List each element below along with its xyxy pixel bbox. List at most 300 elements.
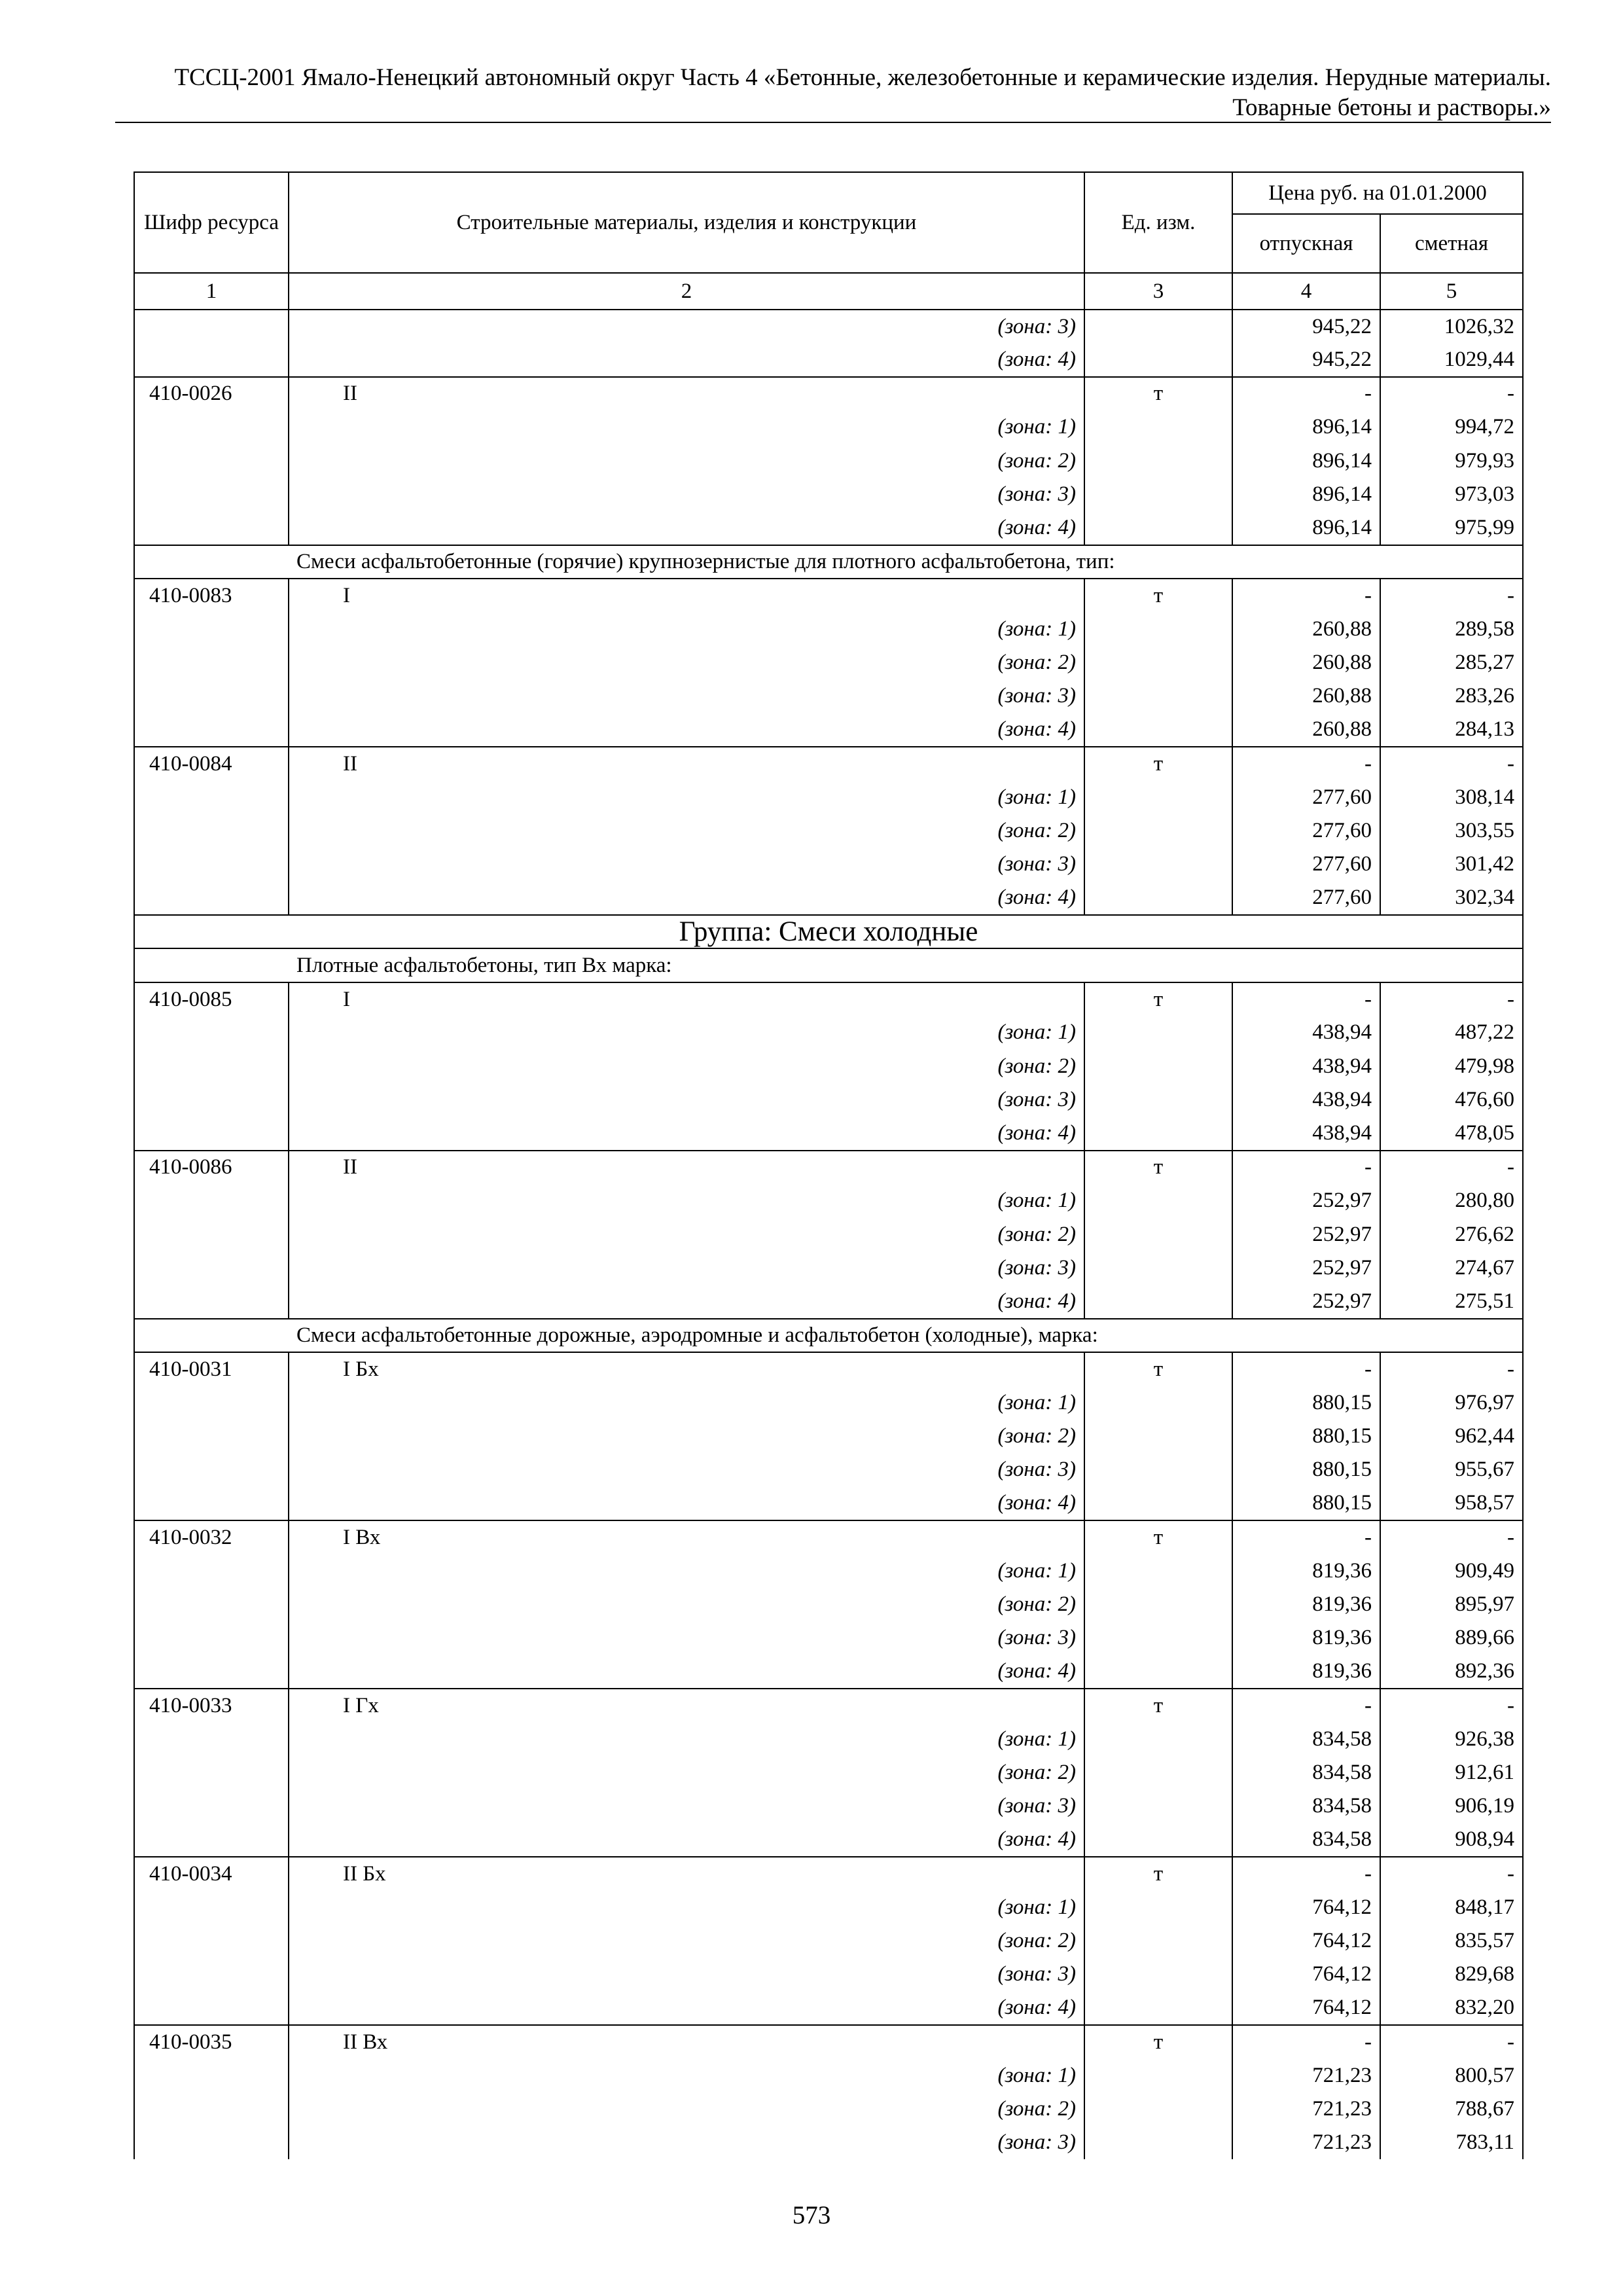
zone-label: (зона: 2) [289, 444, 1084, 478]
unit-cell [1084, 478, 1232, 511]
zone-label: (зона: 4) [289, 882, 1084, 915]
unit-cell [1084, 1789, 1232, 1823]
unit-cell: т [1084, 377, 1232, 410]
code-cell [134, 1554, 289, 1587]
estimate-price: 289,58 [1380, 613, 1523, 646]
estimate-price: 308,14 [1380, 780, 1523, 814]
estimate-price: 962,44 [1380, 1420, 1523, 1453]
code-cell [134, 1386, 289, 1420]
unit-cell: т [1084, 1352, 1232, 1386]
resource-code: 410-0085 [134, 982, 289, 1016]
estimate-price: 975,99 [1380, 511, 1523, 545]
estimate-price: 1029,44 [1380, 343, 1523, 376]
code-cell [134, 1588, 289, 1621]
release-price: 834,58 [1232, 1789, 1380, 1823]
estimate-price: 848,17 [1380, 1890, 1523, 1924]
estimate-price: 800,57 [1380, 2058, 1523, 2092]
zone-label: (зона: 3) [289, 1621, 1084, 1655]
unit-cell [1084, 1016, 1232, 1049]
zone-label: (зона: 4) [289, 1823, 1084, 1857]
release-price: - [1232, 1857, 1380, 1890]
zone-row [134, 1016, 1523, 1049]
release-price: - [1232, 2025, 1380, 2058]
zone-row [134, 1621, 1523, 1655]
unit-cell [1084, 1453, 1232, 1486]
estimate-price: 892,36 [1380, 1655, 1523, 1689]
unit-cell [1084, 1218, 1232, 1251]
code-cell [134, 1251, 289, 1285]
item-row [134, 982, 1523, 1016]
unit-cell [1084, 1083, 1232, 1117]
unit-cell [1084, 1890, 1232, 1924]
unit-cell [1084, 1117, 1232, 1150]
code-cell [134, 1083, 289, 1117]
unit-cell [1084, 613, 1232, 646]
code-cell [134, 1823, 289, 1857]
zone-row [134, 679, 1523, 713]
release-price: 819,36 [1232, 1588, 1380, 1621]
release-price: - [1232, 1520, 1380, 1554]
release-price: 945,22 [1232, 310, 1380, 343]
estimate-price: 926,38 [1380, 1722, 1523, 1755]
zone-row [134, 1184, 1523, 1217]
release-price: - [1232, 1151, 1380, 1184]
code-cell [134, 679, 289, 713]
header-estimate-price: сметная [1380, 214, 1523, 273]
zone-row [134, 1386, 1523, 1420]
estimate-price: 284,13 [1380, 713, 1523, 747]
section-row [134, 948, 1523, 982]
release-price: 277,60 [1232, 882, 1380, 915]
running-header-line-2: Товарные бетоны и растворы.» [1232, 94, 1551, 121]
estimate-price: 832,20 [1380, 1992, 1523, 2025]
zone-row [134, 1218, 1523, 1251]
resource-code: 410-0086 [134, 1151, 289, 1184]
estimate-price: 895,97 [1380, 1588, 1523, 1621]
code-cell [134, 444, 289, 478]
item-row [134, 377, 1523, 410]
estimate-price: - [1380, 1520, 1523, 1554]
estimate-price: - [1380, 1857, 1523, 1890]
item-name: I [289, 982, 1084, 1016]
table-body [134, 310, 1523, 2159]
code-cell [134, 1117, 289, 1150]
zone-label: (зона: 1) [289, 2058, 1084, 2092]
zone-row [134, 1285, 1523, 1318]
estimate-price: - [1380, 2025, 1523, 2058]
zone-label: (зона: 4) [289, 1992, 1084, 2025]
release-price: 880,15 [1232, 1420, 1380, 1453]
estimate-price: 301,42 [1380, 848, 1523, 881]
unit-cell [1084, 343, 1232, 376]
item-name: I Вх [289, 1520, 1084, 1554]
item-row [134, 1857, 1523, 1890]
zone-label: (зона: 2) [289, 1218, 1084, 1251]
zone-row [134, 1789, 1523, 1823]
unit-cell [1084, 2058, 1232, 2092]
estimate-price: 478,05 [1380, 1117, 1523, 1150]
column-number-1: 1 [134, 273, 289, 310]
resource-code: 410-0033 [134, 1689, 289, 1722]
unit-cell [1084, 713, 1232, 747]
unit-cell: т [1084, 1689, 1232, 1722]
header-unit: Ед. изм. [1084, 172, 1232, 273]
code-cell [134, 2126, 289, 2159]
release-price: 260,88 [1232, 713, 1380, 747]
item-row [134, 747, 1523, 780]
code-cell [134, 1184, 289, 1217]
code-cell [134, 613, 289, 646]
release-price: 252,97 [1232, 1251, 1380, 1285]
zone-row [134, 613, 1523, 646]
item-name: I [289, 579, 1084, 612]
column-number-2: 2 [289, 273, 1084, 310]
unit-cell [1084, 882, 1232, 915]
zone-row [134, 1722, 1523, 1755]
code-cell [134, 948, 289, 982]
zone-label: (зона: 2) [289, 1756, 1084, 1789]
estimate-price: 906,19 [1380, 1789, 1523, 1823]
estimate-price: - [1380, 1352, 1523, 1386]
zone-label: (зона: 3) [289, 1083, 1084, 1117]
estimate-price: 476,60 [1380, 1083, 1523, 1117]
zone-label: (зона: 1) [289, 1722, 1084, 1755]
unit-cell [1084, 1722, 1232, 1755]
zone-row [134, 713, 1523, 747]
zone-row [134, 343, 1523, 376]
zone-label: (зона: 3) [289, 679, 1084, 713]
unit-cell [1084, 511, 1232, 545]
release-price: 764,12 [1232, 1924, 1380, 1958]
zone-label: (зона: 3) [289, 1251, 1084, 1285]
zone-row [134, 2126, 1523, 2159]
zone-row [134, 310, 1523, 343]
release-price: 252,97 [1232, 1218, 1380, 1251]
resource-code: 410-0031 [134, 1352, 289, 1386]
resource-code: 410-0083 [134, 579, 289, 612]
code-cell [134, 713, 289, 747]
code-cell [134, 545, 289, 579]
item-name: II Бх [289, 1857, 1084, 1890]
zone-row [134, 1588, 1523, 1621]
header-code: Шифр ресурса [134, 172, 289, 273]
release-price: 721,23 [1232, 2058, 1380, 2092]
unit-cell [1084, 1958, 1232, 1991]
unit-cell [1084, 1992, 1232, 2025]
release-price: - [1232, 377, 1380, 410]
zone-label: (зона: 2) [289, 1924, 1084, 1958]
estimate-price: - [1380, 579, 1523, 612]
unit-cell [1084, 1487, 1232, 1520]
estimate-price: 479,98 [1380, 1050, 1523, 1083]
release-price: 880,15 [1232, 1386, 1380, 1420]
resource-code: 410-0034 [134, 1857, 289, 1890]
estimate-price: 958,57 [1380, 1487, 1523, 1520]
zone-row [134, 511, 1523, 545]
unit-cell: т [1084, 1857, 1232, 1890]
item-name: I Бх [289, 1352, 1084, 1386]
unit-cell [1084, 848, 1232, 881]
zone-row [134, 1655, 1523, 1689]
estimate-price: 487,22 [1380, 1016, 1523, 1049]
code-cell [134, 310, 289, 343]
code-cell [134, 646, 289, 679]
item-row [134, 1520, 1523, 1554]
estimate-price: 276,62 [1380, 1218, 1523, 1251]
unit-cell [1084, 1554, 1232, 1587]
header-release-price: отпускная [1232, 214, 1380, 273]
zone-label: (зона: 4) [289, 511, 1084, 545]
release-price: 721,23 [1232, 2092, 1380, 2126]
resource-code: 410-0032 [134, 1520, 289, 1554]
unit-cell [1084, 310, 1232, 343]
resource-code: 410-0026 [134, 377, 289, 410]
running-header [115, 63, 1551, 123]
release-price: 896,14 [1232, 511, 1380, 545]
estimate-price: 829,68 [1380, 1958, 1523, 1991]
unit-cell [1084, 646, 1232, 679]
code-cell [134, 2058, 289, 2092]
release-price: 880,15 [1232, 1487, 1380, 1520]
item-name: II [289, 747, 1084, 780]
item-name: II [289, 1151, 1084, 1184]
zone-label: (зона: 2) [289, 2092, 1084, 2126]
table-header [134, 172, 1523, 310]
unit-cell [1084, 1050, 1232, 1083]
zone-label: (зона: 1) [289, 1386, 1084, 1420]
zone-label: (зона: 2) [289, 1050, 1084, 1083]
unit-cell [1084, 2126, 1232, 2159]
zone-row [134, 1453, 1523, 1486]
zone-row [134, 1756, 1523, 1789]
code-cell [134, 410, 289, 444]
release-price: 438,94 [1232, 1117, 1380, 1150]
code-cell [134, 1722, 289, 1755]
section-row [134, 1319, 1523, 1352]
resource-code: 410-0035 [134, 2025, 289, 2058]
zone-label: (зона: 3) [289, 1958, 1084, 1991]
section-row [134, 545, 1523, 579]
zone-label: (зона: 4) [289, 1487, 1084, 1520]
zone-row [134, 1554, 1523, 1587]
unit-cell [1084, 1251, 1232, 1285]
code-cell [134, 1285, 289, 1318]
item-row [134, 1689, 1523, 1722]
unit-cell: т [1084, 579, 1232, 612]
zone-row [134, 410, 1523, 444]
release-price: 896,14 [1232, 410, 1380, 444]
zone-label: (зона: 1) [289, 1184, 1084, 1217]
zone-label: (зона: 1) [289, 1554, 1084, 1587]
release-price: 819,36 [1232, 1554, 1380, 1587]
zone-row [134, 882, 1523, 915]
zone-row [134, 1958, 1523, 1991]
zone-label: (зона: 1) [289, 1016, 1084, 1049]
unit-cell [1084, 2092, 1232, 2126]
estimate-price: 283,26 [1380, 679, 1523, 713]
code-cell [134, 2092, 289, 2126]
release-price: 764,12 [1232, 1992, 1380, 2025]
code-cell [134, 1655, 289, 1689]
estimate-price: 274,67 [1380, 1251, 1523, 1285]
zone-label: (зона: 3) [289, 2126, 1084, 2159]
item-row [134, 1151, 1523, 1184]
item-row [134, 2025, 1523, 2058]
unit-cell [1084, 1924, 1232, 1958]
zone-label: (зона: 4) [289, 1655, 1084, 1689]
zone-row [134, 1251, 1523, 1285]
zone-label: (зона: 3) [289, 1453, 1084, 1486]
release-price: 764,12 [1232, 1958, 1380, 1991]
code-cell [134, 780, 289, 814]
item-row [134, 1352, 1523, 1386]
code-cell [134, 478, 289, 511]
zone-label: (зона: 3) [289, 848, 1084, 881]
zone-row [134, 1890, 1523, 1924]
estimate-price: 889,66 [1380, 1621, 1523, 1655]
unit-cell: т [1084, 982, 1232, 1016]
release-price: - [1232, 982, 1380, 1016]
section-title: Смеси асфальтобетонные дорожные, аэродромные и асфальтобетон (холодные), марка: [289, 1319, 1523, 1352]
estimate-price: 908,94 [1380, 1823, 1523, 1857]
unit-cell: т [1084, 747, 1232, 780]
estimate-price: 912,61 [1380, 1756, 1523, 1789]
header-price: Цена руб. на 01.01.2000 [1232, 172, 1523, 214]
release-price: 721,23 [1232, 2126, 1380, 2159]
release-price: 834,58 [1232, 1823, 1380, 1857]
resource-code: 410-0084 [134, 747, 289, 780]
unit-cell [1084, 1285, 1232, 1318]
zone-label: (зона: 4) [289, 1117, 1084, 1150]
column-number-4: 4 [1232, 273, 1380, 310]
unit-cell [1084, 1655, 1232, 1689]
estimate-price: 973,03 [1380, 478, 1523, 511]
release-price: 438,94 [1232, 1016, 1380, 1049]
code-cell [134, 1992, 289, 2025]
unit-cell [1084, 814, 1232, 848]
zone-row [134, 444, 1523, 478]
estimate-price: 280,80 [1380, 1184, 1523, 1217]
zone-label: (зона: 2) [289, 1420, 1084, 1453]
release-price: 896,14 [1232, 478, 1380, 511]
estimate-price: - [1380, 1689, 1523, 1722]
unit-cell [1084, 1621, 1232, 1655]
release-price: 252,97 [1232, 1285, 1380, 1318]
group-row [134, 915, 1523, 948]
release-price: 438,94 [1232, 1083, 1380, 1117]
header-name: Строительные материалы, изделия и конструкции [289, 172, 1084, 273]
unit-cell [1084, 1420, 1232, 1453]
zone-row [134, 1050, 1523, 1083]
zone-label: (зона: 2) [289, 646, 1084, 679]
estimate-price: 788,67 [1380, 2092, 1523, 2126]
zone-label: (зона: 3) [289, 478, 1084, 511]
zone-label: (зона: 1) [289, 780, 1084, 814]
zone-row [134, 1924, 1523, 1958]
unit-cell [1084, 410, 1232, 444]
estimate-price: 302,34 [1380, 882, 1523, 915]
estimate-price: 303,55 [1380, 814, 1523, 848]
code-cell [134, 1958, 289, 1991]
running-header-line-1: ТССЦ-2001 Ямало-Ненецкий автономный округ Часть 4 «Бетонные, железобетонные и керамические изделия. Нерудные материалы. [174, 64, 1551, 91]
section-title: Плотные асфальтобетоны, тип Вх марка: [289, 948, 1523, 982]
unit-cell: т [1084, 2025, 1232, 2058]
item-name: II Вх [289, 2025, 1084, 2058]
estimate-price: 976,97 [1380, 1386, 1523, 1420]
code-cell [134, 511, 289, 545]
release-price: 819,36 [1232, 1621, 1380, 1655]
code-cell [134, 1420, 289, 1453]
zone-row [134, 1992, 1523, 2025]
item-row [134, 579, 1523, 612]
zone-label: (зона: 2) [289, 814, 1084, 848]
estimate-price: - [1380, 982, 1523, 1016]
header-rule [115, 122, 1551, 123]
code-cell [134, 814, 289, 848]
zone-row [134, 1487, 1523, 1520]
code-cell [134, 1924, 289, 1958]
estimate-price: 1026,32 [1380, 310, 1523, 343]
zone-label: (зона: 4) [289, 343, 1084, 376]
zone-row [134, 2058, 1523, 2092]
release-price: 252,97 [1232, 1184, 1380, 1217]
release-price: 764,12 [1232, 1890, 1380, 1924]
zone-row [134, 646, 1523, 679]
release-price: 260,88 [1232, 613, 1380, 646]
release-price: 277,60 [1232, 848, 1380, 881]
estimate-price: 979,93 [1380, 444, 1523, 478]
release-price: 260,88 [1232, 679, 1380, 713]
code-cell [134, 1890, 289, 1924]
group-title: Группа: Смеси холодные [134, 915, 1523, 948]
release-price: 260,88 [1232, 646, 1380, 679]
zone-row [134, 848, 1523, 881]
estimate-price: - [1380, 747, 1523, 780]
estimate-price: 835,57 [1380, 1924, 1523, 1958]
release-price: - [1232, 1352, 1380, 1386]
code-cell [134, 1016, 289, 1049]
column-number-5: 5 [1380, 273, 1523, 310]
page-number: 573 [792, 2201, 831, 2229]
zone-row [134, 478, 1523, 511]
release-price: - [1232, 747, 1380, 780]
zone-row [134, 780, 1523, 814]
zone-label: (зона: 2) [289, 1588, 1084, 1621]
code-cell [134, 1756, 289, 1789]
zone-label: (зона: 1) [289, 613, 1084, 646]
release-price: 438,94 [1232, 1050, 1380, 1083]
release-price: 834,58 [1232, 1722, 1380, 1755]
unit-cell [1084, 1184, 1232, 1217]
code-cell [134, 848, 289, 881]
zone-row [134, 814, 1523, 848]
price-table [134, 171, 1524, 2159]
release-price: 945,22 [1232, 343, 1380, 376]
release-price: - [1232, 1689, 1380, 1722]
code-cell [134, 1050, 289, 1083]
release-price: 277,60 [1232, 780, 1380, 814]
code-cell [134, 882, 289, 915]
zone-label: (зона: 3) [289, 310, 1084, 343]
zone-row [134, 1117, 1523, 1150]
estimate-price: 275,51 [1380, 1285, 1523, 1318]
code-cell [134, 1487, 289, 1520]
zone-row [134, 1823, 1523, 1857]
code-cell [134, 1621, 289, 1655]
code-cell [134, 1319, 289, 1352]
item-name: II [289, 377, 1084, 410]
unit-cell: т [1084, 1151, 1232, 1184]
